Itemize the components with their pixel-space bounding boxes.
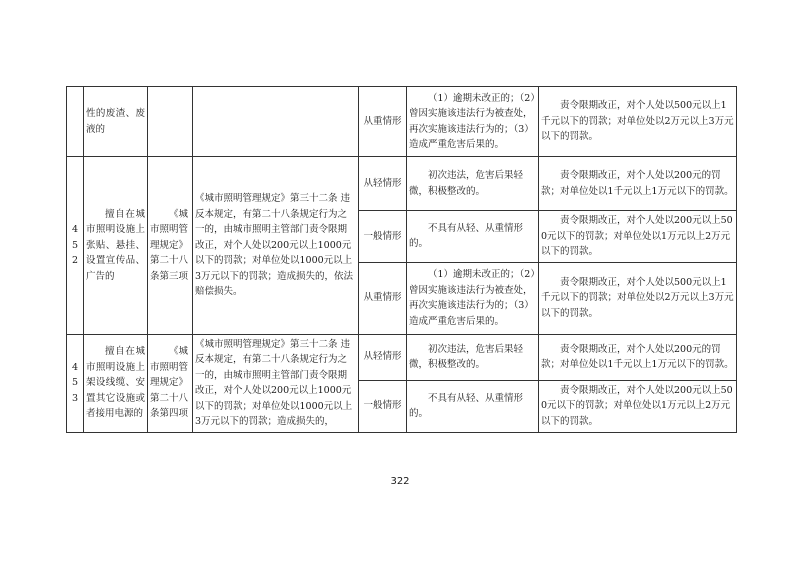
table-row (67, 157, 737, 211)
penalty-standard-cell: 责令限期改正，对个人处以200元的罚款；对单位处以1千元以上1万元以下的罚款。 (539, 334, 737, 380)
condition-cell: （1）逾期未改正的；（2）曾因实施该违法行为被查处，再次实施该违法行为的；（3）造成严重危害后果的。 (407, 87, 539, 157)
severity-level-cell: 从轻情形 (359, 334, 407, 380)
severity-level-cell: 从重情形 (359, 262, 407, 334)
penalty-standard-cell: 责令限期改正，对个人处以500元以上1千元以下的罚款；对单位处以2万元以上3万元以下的罚款。 (539, 87, 737, 157)
condition-cell: 不具有从轻、从重情形的。 (407, 211, 539, 263)
penalty-standard-cell: 责令限期改正，对个人处以200元的罚款；对单位处以1千元以上1万元以下的罚款。 (539, 157, 737, 211)
penalty-standards-table (66, 86, 737, 433)
page-number: 322 (390, 476, 410, 487)
penalty-basis-cell: 《城市照明管理规定》第三十二条 违反本规定，有第二十八条规定行为之一的，由城市照明主管部门责令限期改正，对个人处以200元以上1000元以下的罚款；对单位处以1000元以上3万元以下的罚款；造成损失的，依法赔偿损失。 (193, 157, 359, 335)
penalty-basis-cell: 《城市照明管理规定》第三十二条 违反本规定，有第二十八条规定行为之一的，由城市照明主管部门责令限期改正，对个人处以200元以上1000元以下的罚款；对单位处以1000元以上3万元以下的罚款；造成损失的， (193, 334, 359, 432)
severity-level-cell: 从轻情形 (359, 157, 407, 211)
table-row (67, 334, 737, 380)
condition-cell: 初次违法，危害后果轻微，积极整改的。 (407, 334, 539, 380)
violation-item-cell: 擅自在城市照明设施上张贴、悬挂、设置宣传品、广告的 (84, 157, 148, 335)
severity-level-cell: 一般情形 (359, 380, 407, 432)
condition-cell: 不具有从轻、从重情形的。 (407, 380, 539, 432)
penalty-standard-cell: 责令限期改正，对个人处以200元以上500元以下的罚款；对单位处以1万元以上2万元以下的罚款。 (539, 211, 737, 263)
penalty-standard-cell: 责令限期改正，对个人处以200元以上500元以下的罚款；对单位处以1万元以上2万元以下的罚款。 (539, 380, 737, 432)
item-number-cell: 452 (67, 157, 84, 335)
item-number-cell: 453 (67, 334, 84, 432)
legal-basis-ref-cell: 《城市照明管理规定》第二十八条第四项 (148, 334, 193, 432)
severity-level-cell: 一般情形 (359, 211, 407, 263)
severity-level-cell: 从重情形 (359, 87, 407, 157)
condition-cell: 初次违法，危害后果轻微，积极整改的。 (407, 157, 539, 211)
legal-basis-ref-cell (148, 87, 193, 157)
table-row (67, 87, 737, 157)
violation-item-cell: 擅自在城市照明设施上架设线缆、安置其它设施或者接用电源的 (84, 334, 148, 432)
penalty-basis-cell (193, 87, 359, 157)
violation-item-cell: 性的废渣、废液的 (84, 87, 148, 157)
condition-cell: （1）逾期未改正的；（2）曾因实施该违法行为被查处，再次实施该违法行为的；（3）造成严重危害后果的。 (407, 262, 539, 334)
legal-basis-ref-cell: 《城市照明管理规定》第二十八条第三项 (148, 157, 193, 335)
penalty-standard-cell: 责令限期改正，对个人处以500元以上1千元以下的罚款；对单位处以2万元以上3万元以下的罚款。 (539, 262, 737, 334)
item-number-cell (67, 87, 84, 157)
